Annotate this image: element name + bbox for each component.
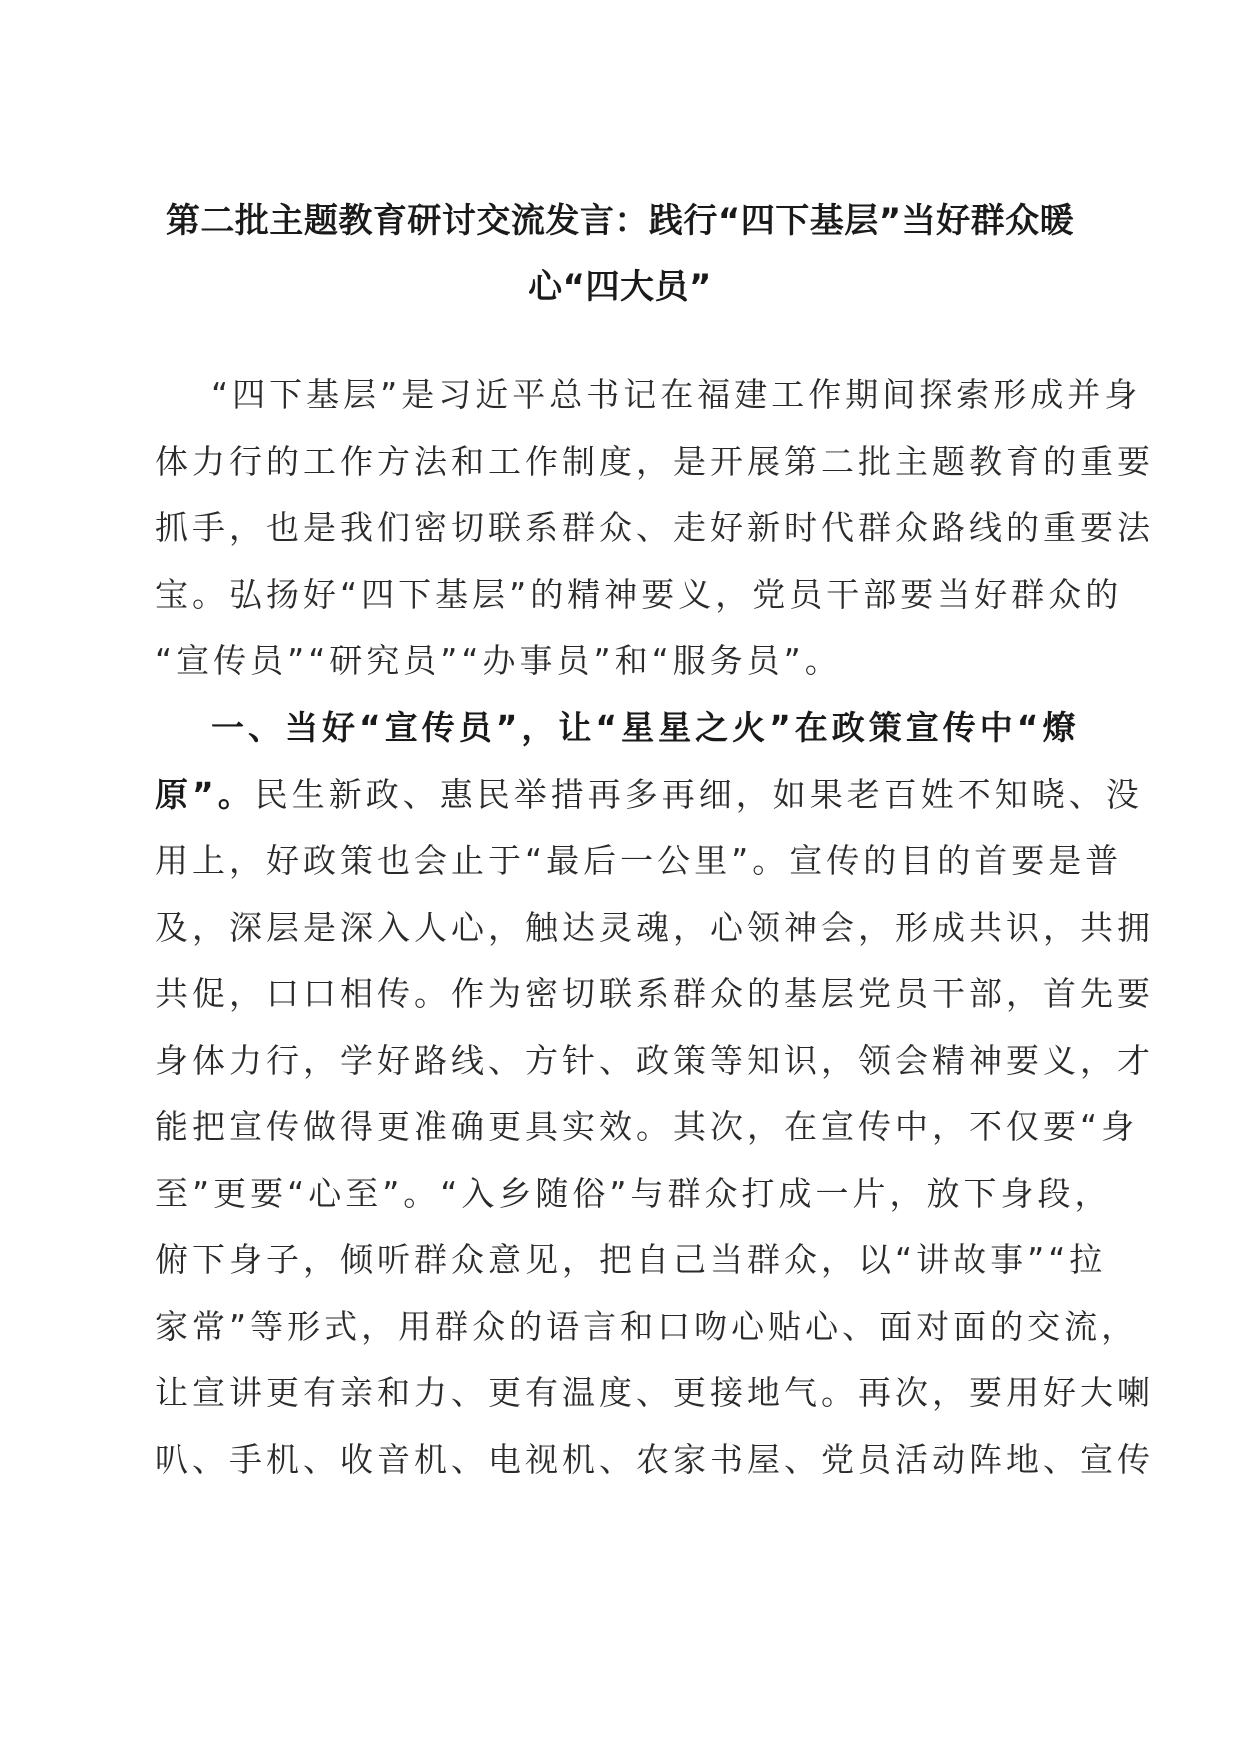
paragraph-line — [155, 762, 1143, 829]
paragraph-line: 能把宣传做得更准确更具实效。其次，在宣传中，不仅要“身 — [155, 1107, 1139, 1146]
paragraph-line: 俯下身子，倾听群众意见，把自己当群众，以“讲故事”“拉 — [155, 1240, 1107, 1279]
section-heading-tail: 原”。 — [155, 774, 255, 814]
section-heading-line: 一、当好“宣传员”，让“星星之火”在政策宣传中“燎 — [211, 708, 1080, 747]
paragraph-line: 用上，好政策也会止于“最后一公里”。宣传的目的首要是普 — [155, 841, 1123, 880]
title-line-1: 第二批主题教育研讨交流发言：践行“四下基层”当好群众暖 — [165, 201, 1075, 241]
paragraph-line: 家常”等形式，用群众的语言和口吻心贴心、面对面的交流， — [155, 1306, 1139, 1346]
section-one-paragraph — [155, 695, 1154, 1493]
paragraph-line: 抓手，也是我们密切联系群众、走好新时代群众路线的重要法 — [155, 508, 1154, 547]
paragraph-line-rest: 民生新政、惠民举措再多再细，如果老百姓不知晓、没 — [254, 774, 1143, 814]
paragraph-line: “四下基层”是习近平总书记在福建工作期间探索形成并身 — [211, 375, 1142, 414]
paragraph-line: 共促，口口相传。作为密切联系群众的基层党员干部，首先要 — [155, 974, 1154, 1013]
paragraph-line: 让宣讲更有亲和力、更有温度、更接地气。再次，要用好大喇 — [155, 1373, 1154, 1412]
intro-paragraph — [155, 362, 1154, 695]
paragraph-line: “宣传员”“研究员”“办事员”和“服务员”。 — [155, 641, 842, 680]
paragraph-line: 身体力行，学好路线、方针、政策等知识，领会精神要义，才 — [155, 1040, 1154, 1080]
document-title — [150, 188, 1090, 320]
paragraph-line: 叭、手机、收音机、电视机、农家书屋、党员活动阵地、宣传 — [155, 1439, 1154, 1479]
paragraph-line: 及，深层是深入人心，触达灵魂，心领神会，形成共识，共拥 — [155, 907, 1154, 947]
title-line-2: 心“四大员” — [528, 267, 712, 307]
paragraph-line: 至”更要“心至”。“入乡随俗”与群众打成一片，放下身段， — [155, 1173, 1112, 1213]
paragraph-line: 体力行的工作方法和工作制度，是开展第二批主题教育的重要 — [155, 441, 1154, 481]
paragraph-line: 宝。弘扬好“四下基层”的精神要义，党员干部要当好群众的 — [155, 574, 1123, 614]
